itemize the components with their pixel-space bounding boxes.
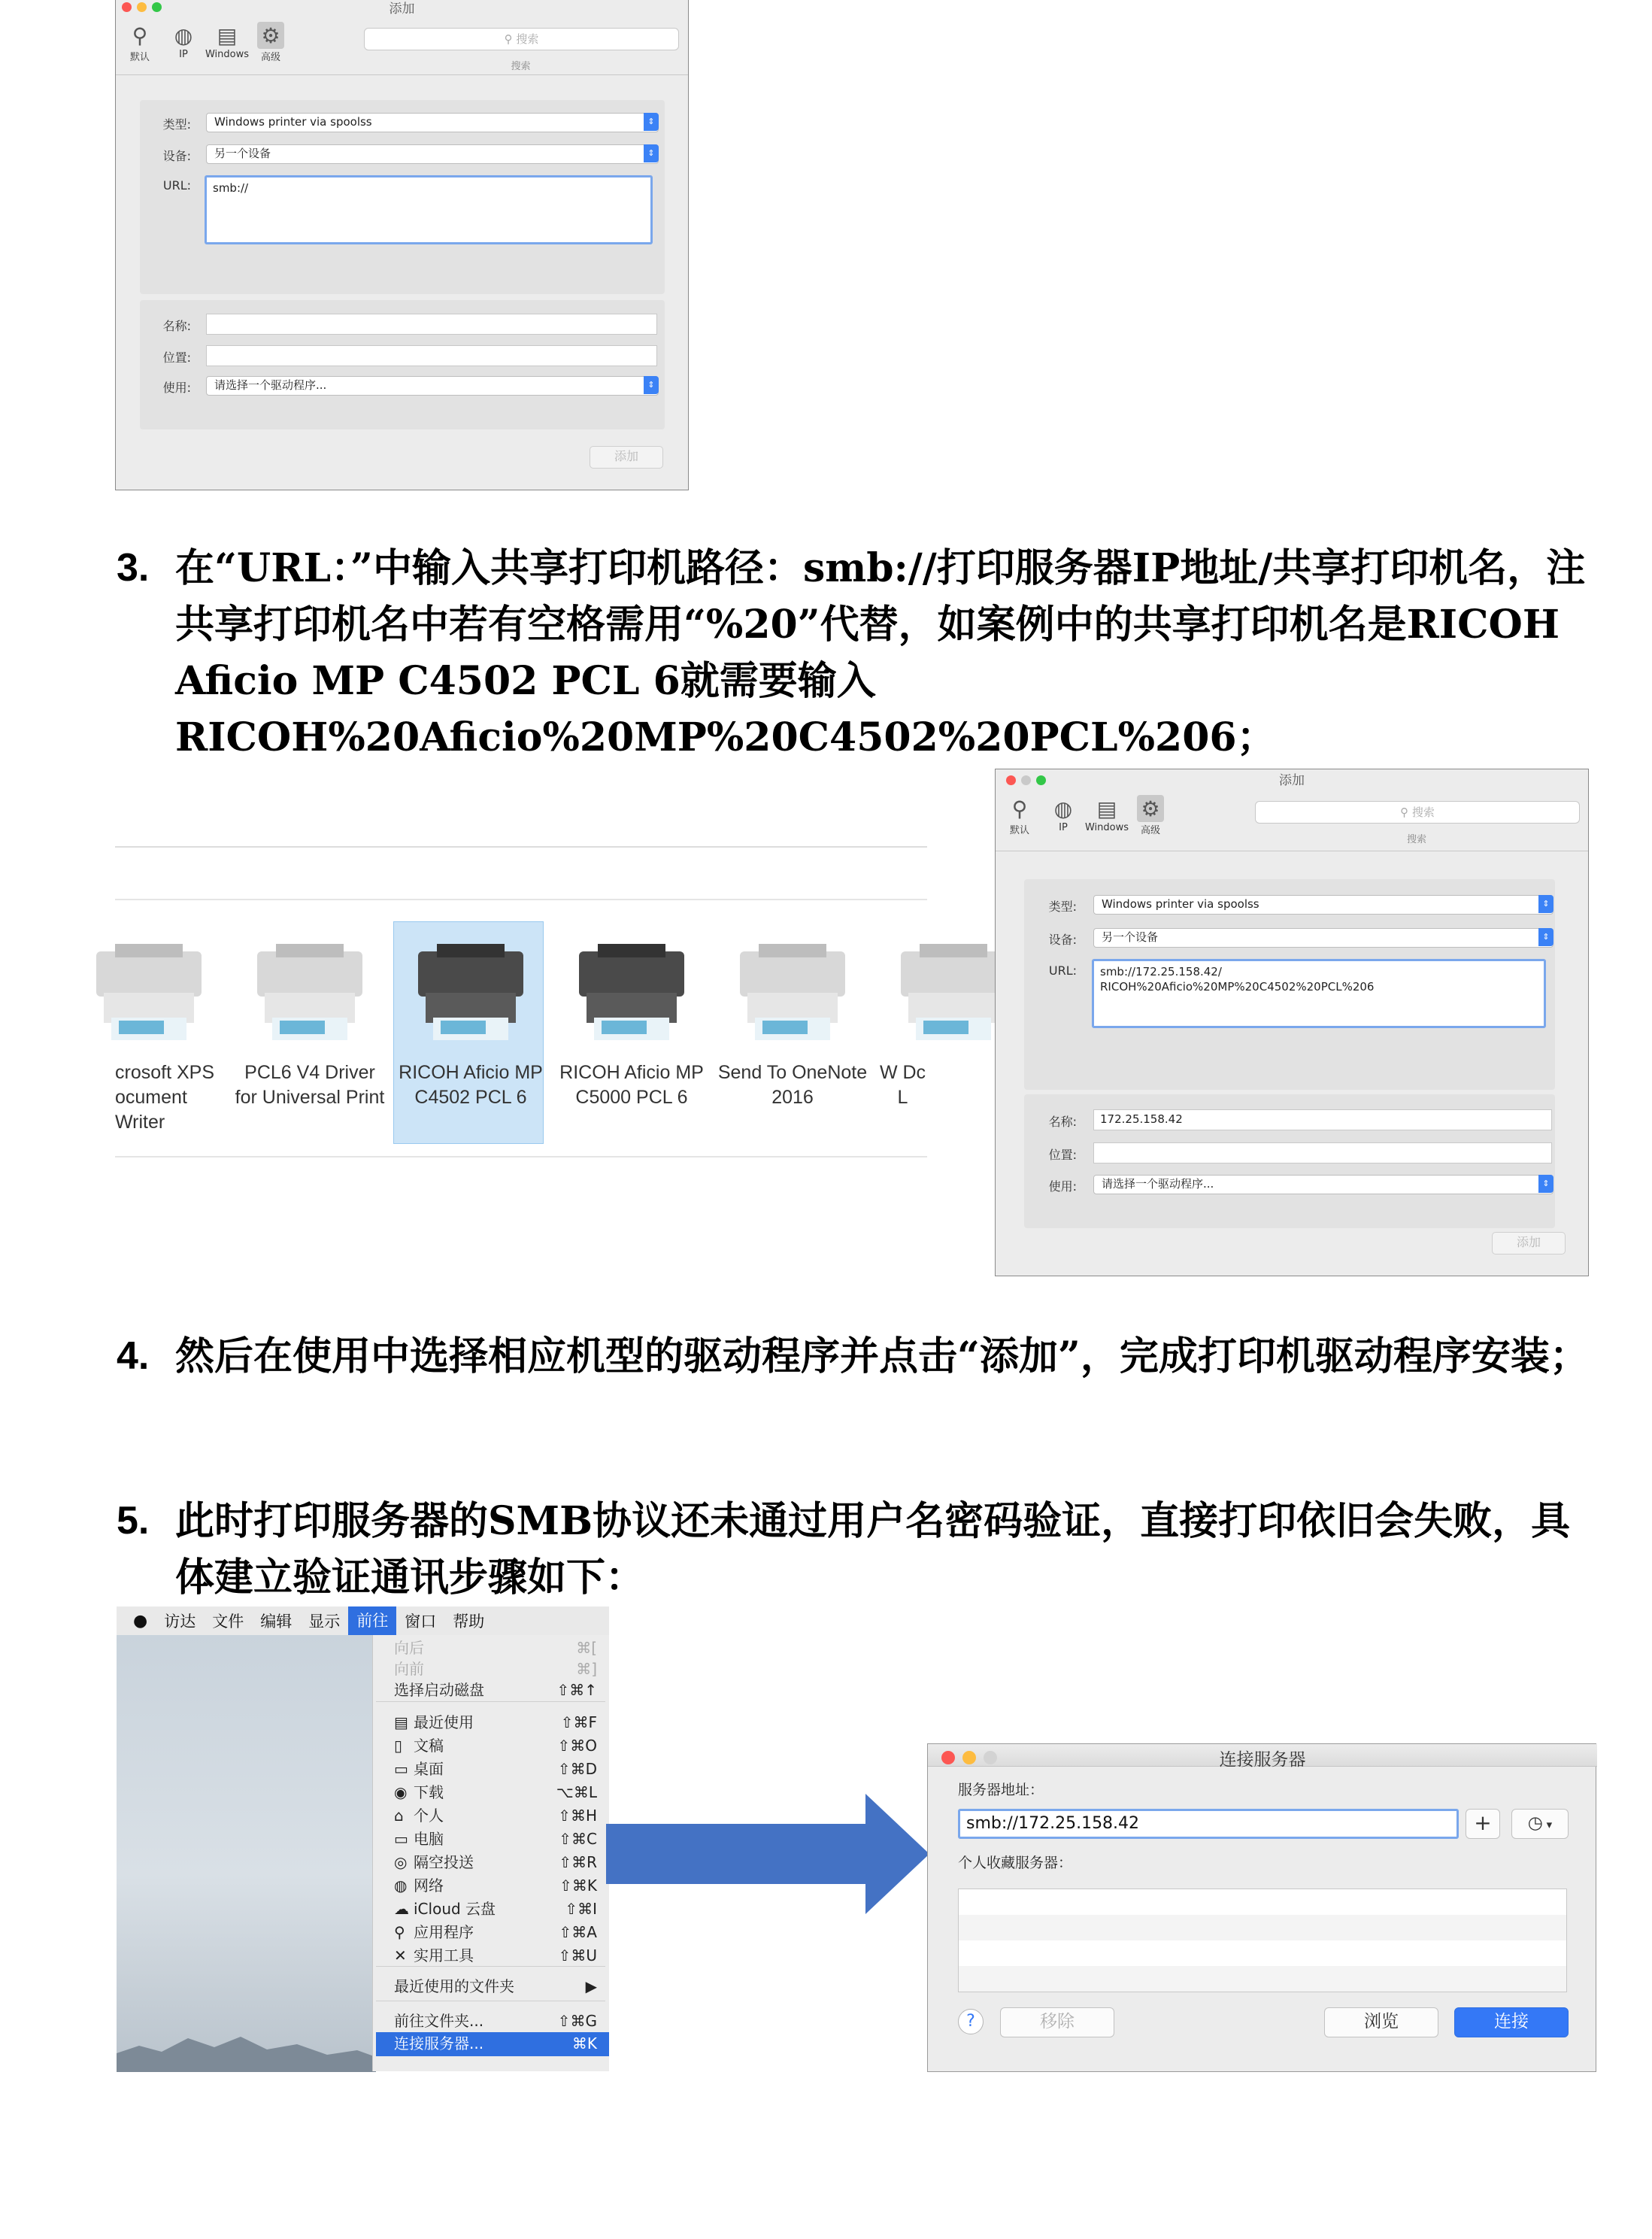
go-menu-item[interactable] (376, 1828, 609, 1852)
driver-select[interactable]: 请选择一个驱动程序... ⇕ (1093, 1175, 1553, 1194)
menu-item-label: 最近使用的文件夹 (394, 1977, 514, 1995)
printer-search-icon: ⚲ (1011, 796, 1028, 821)
printer-item-label[interactable]: crosoft XPS ocument Writer (115, 1062, 214, 1133)
go-menu-item[interactable] (376, 1975, 609, 1999)
printer-image (564, 936, 699, 1045)
apple-icon[interactable]: ● (133, 1611, 148, 1631)
location-input[interactable] (1093, 1142, 1552, 1163)
url-label: URL: (162, 178, 191, 193)
printer-icon: ▤ (1096, 796, 1117, 821)
url-line-1: smb://172.25.158.42/ (1100, 965, 1222, 978)
toolbar-default[interactable]: ⚲ 默认 (1003, 795, 1036, 836)
gear-icon: ⚙ (257, 22, 284, 49)
connect-server-dialog (927, 1743, 1596, 2072)
menu-item-icon: ✕ (394, 1946, 407, 1964)
menu-item-label: 桌面 (414, 1760, 444, 1778)
step-text: 在“URL：”中输入共享打印机路径：smb://打印服务器IP地址/共享打印机名，注共享打印机名中若有空格需用“%20”代替，如案例中的共享打印机名是RICOH Aficio MP C4502 PCL 6就需要输入RICOH%20Aficio%20MP%20C4502%20PCL%206； (175, 545, 1586, 760)
menu-go[interactable]: 前往 (348, 1606, 396, 1635)
name-label: 名称: (1048, 1115, 1077, 1129)
type-select[interactable]: Windows printer via spoolss ⇕ (206, 113, 659, 132)
menu-separator (376, 1701, 605, 1702)
printer-item-label[interactable]: RICOH Aficio MP C5000 PCL 6 (559, 1062, 704, 1108)
printer-image (81, 936, 217, 1045)
menu-item-icon: ▯ (394, 1737, 403, 1755)
menu-edit[interactable]: 编辑 (260, 1613, 293, 1631)
go-menu-item[interactable] (376, 1711, 609, 1735)
menu-item-label: 向后 (394, 1639, 424, 1657)
go-menu-item[interactable] (376, 1679, 609, 1703)
device-select[interactable]: 另一个设备 ⇕ (206, 144, 659, 164)
driver-select[interactable]: 请选择一个驱动程序... ⇕ (206, 376, 659, 396)
printer-image (725, 936, 860, 1045)
menu-item-shortcut: ⌘K (571, 2034, 597, 2052)
device-label: 设备: (1048, 933, 1077, 947)
printer-item-label[interactable]: W Dc L (879, 1062, 926, 1108)
use-label: 使用: (1048, 1179, 1077, 1194)
printer-image (403, 936, 538, 1045)
menu-item-label: 应用程序 (414, 1923, 474, 1941)
printer-icon: ▤ (217, 23, 238, 48)
menu-item-shortcut: ⌥⌘L (556, 1783, 597, 1801)
menu-item-label: 前往文件夹... (394, 2012, 484, 2030)
menu-item-shortcut: ▶ (585, 1977, 597, 1995)
right-arrow (606, 1794, 929, 1914)
add-printer-dialog-1 (115, 0, 689, 490)
recent-servers-button[interactable] (1511, 1809, 1569, 1839)
menu-item-shortcut: ⇧⌘R (559, 1853, 597, 1871)
go-menu-item[interactable] (376, 2032, 609, 2056)
menu-item-shortcut: ⇧⌘H (558, 1807, 597, 1825)
minimize-button[interactable] (137, 2, 147, 12)
chevron-updown-icon: ⇕ (1538, 1175, 1553, 1193)
browse-button[interactable]: 浏览 (1324, 2007, 1438, 2037)
go-menu-item[interactable] (376, 1781, 609, 1805)
menu-item-shortcut: ⇧⌘D (557, 1760, 597, 1778)
menu-item-shortcut: ⇧⌘↑ (556, 1681, 597, 1699)
printer-item-label[interactable]: PCL6 V4 Driver for Universal Print (235, 1062, 385, 1108)
go-menu-item[interactable] (376, 1898, 609, 1922)
menu-item-label: 向前 (394, 1660, 424, 1678)
chevron-updown-icon: ⇕ (644, 376, 659, 394)
search-input[interactable]: ⚲ 搜索 (1255, 801, 1580, 824)
help-button[interactable]: ? (958, 2009, 984, 2034)
menu-item-shortcut: ⇧⌘C (559, 1830, 597, 1848)
close-button[interactable] (122, 2, 132, 12)
chevron-down-icon: ▾ (1542, 1818, 1553, 1831)
step-text: 此时打印服务器的SMB协议还未通过用户名密码验证，直接打印依旧会失败，具体建立验证通讯步骤如下： (175, 1498, 1571, 1600)
url-input[interactable] (1092, 959, 1546, 1028)
remove-button[interactable]: 移除 (1000, 2007, 1114, 2037)
printer-image (242, 936, 377, 1045)
dialog-title: 添加 (389, 2, 415, 17)
chevron-updown-icon: ⇕ (644, 113, 659, 131)
type-label: 类型: (162, 117, 191, 132)
step-3 (117, 540, 1590, 766)
step-4 (117, 1328, 1590, 1385)
menu-help[interactable]: 帮助 (453, 1613, 485, 1631)
close-button[interactable] (1006, 775, 1016, 785)
menu-item-label: 文稿 (414, 1737, 444, 1755)
toolbar-default[interactable]: ⚲ 默认 (123, 22, 156, 63)
favorites-label: 个人收藏服务器： (958, 1855, 1073, 1871)
url-label: URL: (1048, 963, 1077, 978)
menu-item-label: 实用工具 (414, 1946, 474, 1964)
menu-item-label: 下载 (414, 1783, 444, 1801)
menu-item-shortcut: ⇧⌘K (559, 1876, 597, 1895)
chevron-updown-icon: ⇕ (1538, 895, 1553, 913)
zoom-button[interactable] (1036, 775, 1046, 785)
mountain-silhouette (117, 2016, 376, 2072)
go-menu-item[interactable] (376, 1874, 609, 1898)
menu-item-icon: ◍ (394, 1876, 408, 1895)
menu-item-shortcut: ⇧⌘I (565, 1900, 597, 1918)
toolbar-windows[interactable]: ▤ Windows (205, 23, 250, 60)
toolbar-windows[interactable]: ▤ Windows (1084, 796, 1129, 833)
search-label: 搜索 (1406, 834, 1426, 845)
menu-file[interactable]: 文件 (212, 1613, 244, 1631)
location-label: 位置: (1048, 1148, 1077, 1162)
menu-item-label: 个人 (414, 1807, 444, 1825)
toolbar-ip[interactable]: ◍ IP (1047, 795, 1080, 836)
menu-item-icon: ▭ (394, 1760, 408, 1778)
step-number: 5. (117, 1499, 150, 1543)
go-menu-item[interactable] (376, 1851, 609, 1875)
name-label: 名称: (162, 319, 191, 333)
add-button[interactable]: 添加 (1492, 1232, 1566, 1255)
go-menu-item[interactable] (376, 2010, 609, 2034)
menu-item-shortcut: ⇧⌘G (557, 2012, 597, 2030)
toolbar-advanced[interactable]: ⚙ 高级 (1134, 795, 1167, 836)
menu-item-icon: ⚲ (394, 1923, 405, 1941)
printer-item-label[interactable]: RICOH Aficio MP C4502 PCL 6 (399, 1062, 543, 1108)
chevron-updown-icon: ⇕ (1538, 928, 1553, 946)
go-menu-item[interactable] (376, 1921, 609, 1945)
gear-icon: ⚙ (1137, 795, 1164, 822)
go-menu-item[interactable] (376, 1758, 609, 1782)
menu-view[interactable]: 显示 (308, 1613, 341, 1631)
location-input[interactable] (206, 345, 657, 366)
menu-item-shortcut: ⇧⌘U (558, 1946, 597, 1964)
device-label: 设备: (162, 149, 191, 163)
menu-item-label: 网络 (414, 1876, 444, 1895)
menu-item-shortcut: ⌘[ (576, 1639, 597, 1657)
url-line-2: RICOH%20Aficio%20MP%20C4502%20PCL%206 (1100, 980, 1375, 994)
menu-item-icon: ▭ (394, 1830, 408, 1848)
globe-icon: ◍ (1053, 796, 1073, 821)
globe-icon: ◍ (174, 23, 193, 48)
menu-item-shortcut: ⇧⌘O (557, 1737, 597, 1755)
toolbar-advanced[interactable]: ⚙ 高级 (254, 22, 287, 63)
connect-button[interactable]: 连接 (1454, 2007, 1569, 2037)
toolbar-ip[interactable]: ◍ IP (167, 22, 200, 63)
search-label: 搜索 (511, 61, 531, 72)
favorites-list[interactable] (958, 1889, 1567, 1992)
zoom-button[interactable] (152, 2, 162, 12)
type-select[interactable]: Windows printer via spoolss ⇕ (1093, 895, 1553, 915)
location-label: 位置: (162, 350, 191, 365)
device-select[interactable]: 另一个设备 ⇕ (1093, 928, 1553, 948)
add-button[interactable]: 添加 (590, 446, 663, 469)
menu-item-shortcut: ⇧⌘A (559, 1923, 597, 1941)
search-icon: ⚲ (1400, 805, 1412, 819)
url-input[interactable]: smb:// (205, 175, 653, 244)
dialog-title: 连接服务器 (1219, 1750, 1306, 1770)
go-menu-item[interactable] (376, 1944, 609, 1968)
menu-window[interactable]: 窗口 (405, 1613, 437, 1631)
menu-item-icon: ◉ (394, 1783, 408, 1801)
menu-item-label: 最近使用 (414, 1713, 474, 1731)
menu-finder[interactable]: 访达 (164, 1613, 196, 1631)
chevron-updown-icon: ⇕ (644, 144, 659, 162)
clock-icon: ◷ (1527, 1813, 1543, 1833)
step-number: 4. (117, 1334, 150, 1378)
add-favorite-button[interactable]: + (1466, 1809, 1500, 1839)
step-5 (117, 1493, 1590, 1606)
go-menu-item[interactable] (376, 1658, 609, 1682)
menu-item-shortcut: ⌘] (576, 1660, 597, 1678)
menu-item-label: 电脑 (414, 1830, 444, 1848)
dialog-title: 添加 (1279, 773, 1305, 788)
server-address-input[interactable]: smb://172.25.158.42 (958, 1809, 1459, 1839)
menu-item-label: iCloud 云盘 (414, 1900, 496, 1918)
menu-bar (117, 1606, 609, 1635)
type-label: 类型: (1048, 900, 1077, 914)
step-text: 然后在使用中选择相应机型的驱动程序并点击“添加”，完成打印机驱动程序安装； (175, 1333, 1589, 1379)
menu-item-shortcut: ⇧⌘F (560, 1713, 597, 1731)
name-input[interactable]: 172.25.158.42 (1093, 1109, 1552, 1130)
use-label: 使用: (162, 381, 191, 395)
printer-search-icon: ⚲ (132, 23, 148, 48)
menu-item-icon: ▤ (394, 1713, 408, 1731)
menu-item-label: 选择启动磁盘 (394, 1681, 484, 1699)
printer-item-label[interactable]: Send To OneNote 2016 (717, 1062, 868, 1108)
menu-item-icon: ◎ (394, 1853, 408, 1871)
menu-item-label: 连接服务器... (394, 2034, 484, 2052)
go-menu-item[interactable] (376, 1804, 609, 1828)
minimize-button[interactable] (1021, 775, 1031, 785)
search-input[interactable]: ⚲ 搜索 (364, 28, 679, 50)
step-number: 3. (117, 546, 150, 590)
menu-separator (376, 1966, 605, 1967)
go-menu-item[interactable] (376, 1734, 609, 1758)
server-address-label: 服务器地址： (958, 1782, 1044, 1798)
menu-item-icon: ☁ (394, 1900, 409, 1918)
go-menu-item[interactable] (376, 1637, 609, 1661)
menu-item-icon: ⌂ (394, 1807, 404, 1825)
add-printer-dialog-2 (995, 769, 1589, 1276)
name-input[interactable] (206, 314, 657, 335)
menu-item-label: 隔空投送 (414, 1853, 474, 1871)
search-icon: ⚲ (504, 32, 517, 46)
